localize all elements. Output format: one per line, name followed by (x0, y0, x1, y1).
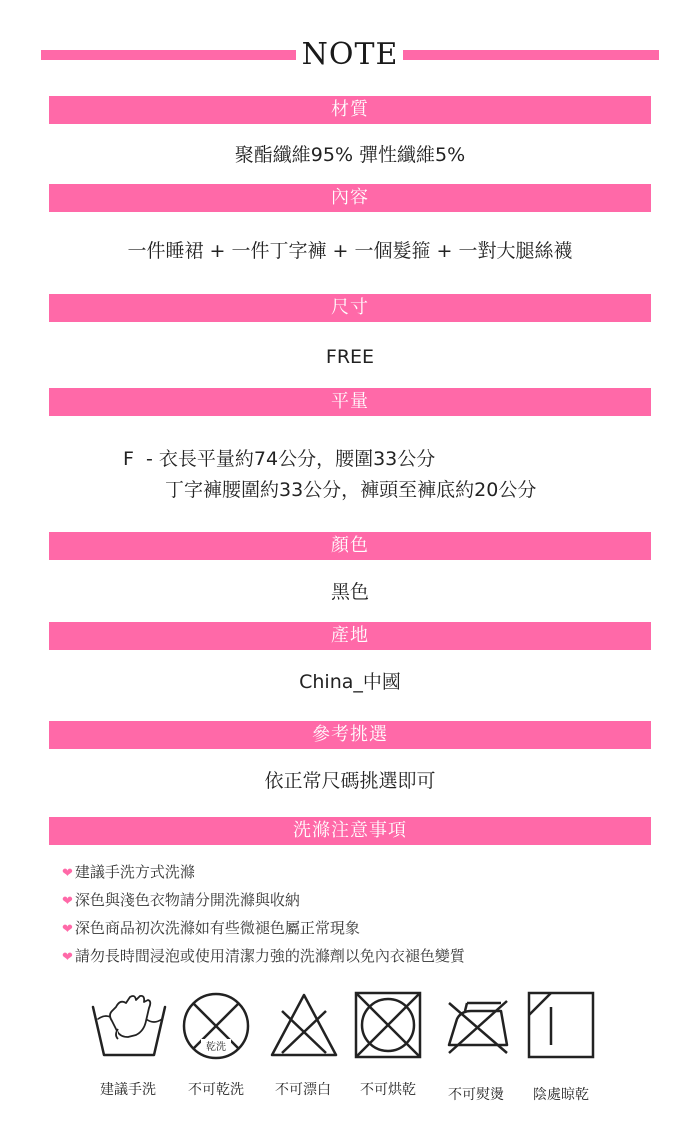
hand-wash-label: 建議手洗 (100, 1082, 156, 1098)
care-item (62, 890, 300, 912)
care-item-text: 深色商品初次洗滌如有些微褪色屬正常現象 (74, 919, 360, 937)
measure-line-2: 丁字褲腰圍約33公分，褲頭至褲底約20公分 (165, 479, 537, 501)
heart-icon: ❤ (62, 950, 73, 965)
no-iron-label: 不可熨燙 (448, 1087, 504, 1103)
no-tumble-dry-label: 不可烘乾 (360, 1082, 416, 1098)
section-header-measure: 平量 (49, 388, 651, 416)
section-header-material: 材質 (49, 96, 651, 124)
heart-icon: ❤ (62, 866, 73, 881)
page-title: NOTE (301, 37, 399, 72)
color-text: 黑色 (330, 581, 369, 603)
section-header-care: 洗滌注意事項 (49, 817, 651, 845)
shade-dry-label: 陰處晾乾 (533, 1087, 589, 1103)
fit-text: 依正常尺碼挑選即可 (264, 770, 436, 792)
material-text: 聚酯纖維95% 彈性纖維5% (234, 144, 466, 166)
size-text: FREE (325, 346, 375, 368)
care-item (62, 946, 465, 968)
care-item-text: 深色與淺色衣物請分開洗滌與收納 (74, 891, 300, 909)
section-header-size: 尺寸 (49, 294, 651, 322)
heart-icon: ❤ (62, 922, 73, 937)
care-item-text: 請勿長時間浸泡或使用清潔力強的洗滌劑以免內衣褪色變質 (74, 947, 465, 965)
section-header-fit: 參考挑選 (49, 721, 651, 749)
no-dry-clean-label: 不可乾洗 (188, 1082, 244, 1098)
origin-text: China_中國 (299, 671, 401, 693)
section-header-color: 顏色 (49, 532, 651, 560)
no-bleach-icon (268, 991, 340, 1061)
section-header-contents: 內容 (49, 184, 651, 212)
heart-icon: ❤ (62, 894, 73, 909)
care-item (62, 918, 360, 940)
hand-wash-icon (90, 991, 168, 1061)
dry-clean-badge: 乾洗 (206, 1042, 226, 1053)
no-dry-clean-icon (181, 991, 251, 1061)
no-tumble-dry-icon (354, 991, 422, 1059)
care-item (62, 862, 195, 884)
no-iron-icon (443, 991, 513, 1061)
no-bleach-label: 不可漂白 (275, 1082, 331, 1098)
section-header-origin: 產地 (49, 622, 651, 650)
care-item-text: 建議手洗方式洗滌 (74, 863, 195, 881)
measure-line-1: F - 衣長平量約74公分，腰圍33公分 (123, 448, 436, 470)
shade-dry-icon (527, 991, 595, 1059)
contents-text: 一件睡裙 + 一件丁字褲 + 一個髮箍 + 一對大腿絲襪 (127, 240, 573, 262)
